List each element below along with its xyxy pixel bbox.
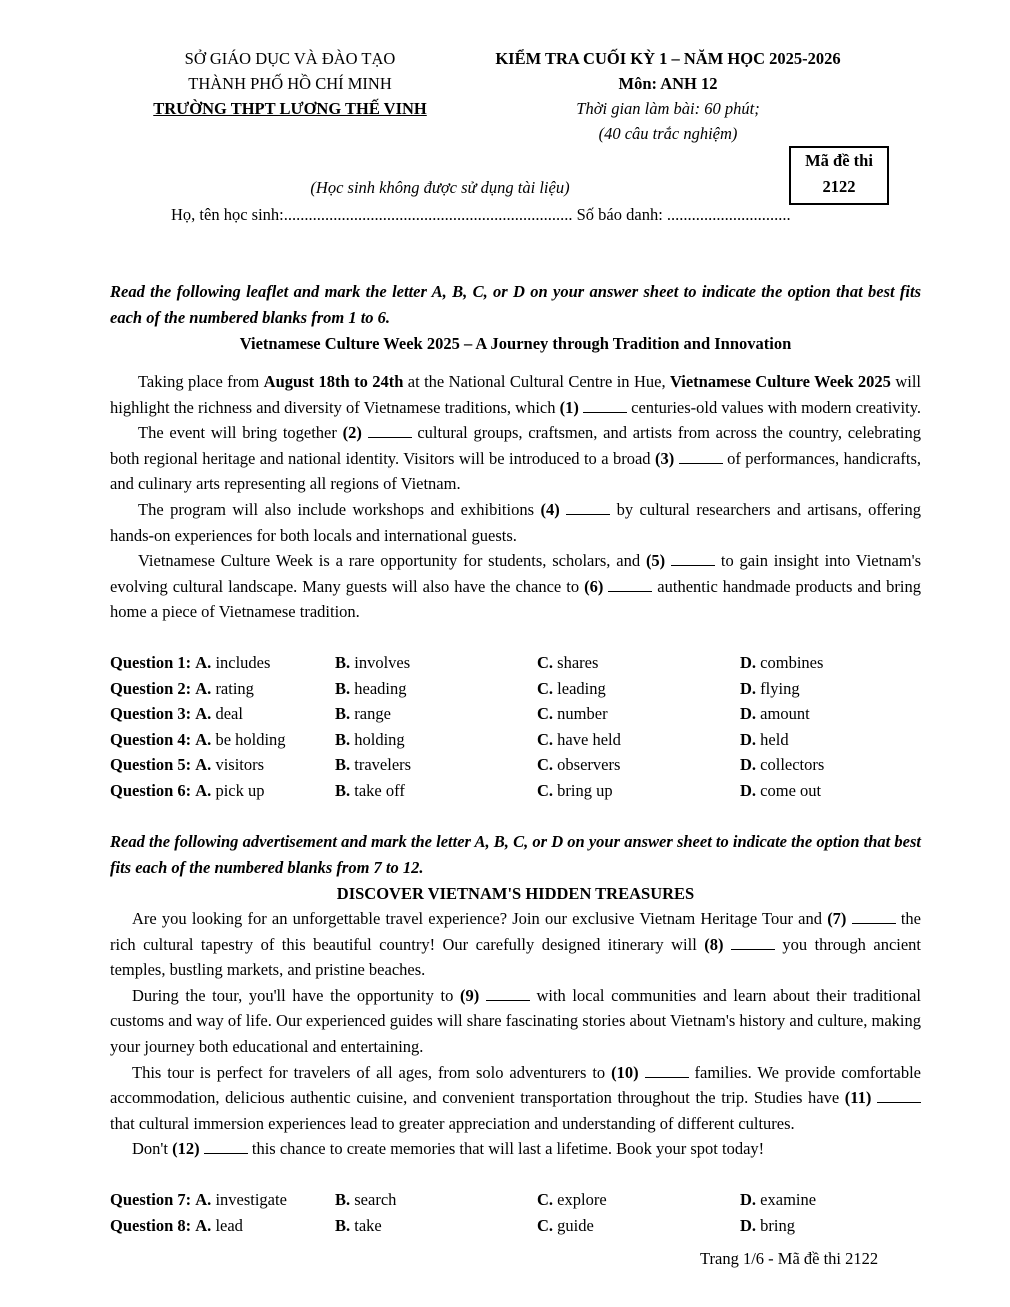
questions-count: (40 câu trắc nghiệm) (598, 124, 738, 143)
paragraph: Taking place from August 18th to 24th at the National Cultural Centre in Hue, Vietnamese Culture Week 2025 will highlight the richness and diversity of Vietnamese traditions, which (1) centuries-old values with modern creativity. (110, 372, 922, 417)
paragraph: The event will bring together (2) cultural groups, craftsmen, and artists from across the country, celebrating both regional heritage and national identity. Visitors will be introduced to a broad (3) of performances, handicrafts, and culinary arts representing all regions of Vietnam. (110, 423, 922, 494)
paragraph: During the tour, you'll have the opportunity to (9) with local communities and learn about their traditional customs and way of life. Our experienced guides will share fascinating stories about Vietnam's history and culture, making your journey both educational and entertaining. (110, 985, 921, 1056)
question-row: Question 5: A. visitors B. travelers C. observers D. collectors (110, 755, 825, 775)
blank-12 (204, 1139, 248, 1154)
page-footer: Trang 1/6 - Mã đề thi 2122 (700, 1249, 879, 1268)
question-row: Question 4: A. be holding B. holding C. have held D. held (110, 729, 789, 749)
section2-passage (110, 906, 921, 1162)
question-row: Question 6: A. pick up B. take off C. bring up D. come out (110, 780, 822, 800)
no-materials-note: (Học sinh không được sử dụng tài liệu) (310, 178, 570, 197)
question-row: Question 3: A. deal B. range C. number D. amount (110, 704, 810, 724)
blank-6 (608, 577, 652, 592)
section1-passage (110, 369, 921, 625)
paragraph: Are you looking for an unforgettable travel experience? Join our exclusive Vietnam Heritage Tour and (7) the rich cultural tapestry of this beautiful country! Our carefully designed itinerary will (8) you through ancient temples, bustling markets, and pristine beaches. (110, 909, 922, 980)
dept-line2: THÀNH PHỐ HỒ CHÍ MINH (188, 74, 392, 93)
section2-instruction: Read the following advertisement and mark the letter A, B, C, or D on your answer sheet to indicate the option that best fits each of the numbered blanks from 7 to 12. (110, 832, 921, 877)
blank-11 (877, 1088, 921, 1103)
section2-questions (110, 1187, 921, 1238)
exam-title: KIỂM TRA CUỐI KỲ 1 – NĂM HỌC 2025-2026 (495, 49, 841, 68)
paragraph: Vietnamese Culture Week is a rare opportunity for students, scholars, and (5) to gain insight into Vietnam's evolving cultural landscape. Many guests will also have the chance to (6) authentic handmade products and bring home a piece of Vietnamese tradition. (110, 551, 921, 622)
blank-1 (583, 398, 627, 413)
exam-header (468, 46, 868, 146)
question-row: Question 8: A. lead B. take C. guide D. bring (110, 1215, 796, 1235)
section1-questions (110, 650, 921, 804)
blank-9 (486, 986, 530, 1001)
dept-line1: SỞ GIÁO DỤC VÀ ĐÀO TẠO (184, 49, 396, 68)
question-row: Question 1: A. includes B. involves C. shares D. combines (110, 653, 824, 672)
paragraph: The program will also include workshops and exhibitions (4) by cultural researchers and artisans, offering hands-on experiences for both locals and international guests. (110, 499, 921, 545)
student-id-field: Số báo danh: .............................. (576, 205, 791, 224)
subject: Môn: ANH 12 (618, 74, 718, 93)
blank-3 (679, 449, 723, 464)
blank-4 (566, 500, 610, 515)
paragraph: This tour is perfect for travelers of all ages, from solo adventurers to (10) families. We provide comfortable accommodation, delicious authentic cuisine, and convenient transportation throughout the trip. Studies have (11) that cultural immersion experiences lead to greater appreciation and understanding of different cultures. (110, 1062, 922, 1133)
student-info (171, 203, 791, 227)
student-name-field: Họ, tên học sinh:...................................................................... (171, 205, 573, 224)
section1-instruction: Read the following leaflet and mark the letter A, B, C, or D on your answer sheet to indicate the option that best fits each of the numbered blanks from 1 to 6. (110, 282, 921, 327)
department-header (140, 46, 440, 121)
school-name: TRƯỜNG THPT LƯƠNG THẾ VINH (153, 99, 427, 118)
exam-time: Thời gian làm bài: 60 phút; (576, 99, 760, 118)
blank-5 (671, 551, 715, 566)
blank-2 (368, 423, 412, 438)
blank-10 (645, 1063, 689, 1078)
question-row: Question 7: A. investigate B. search C. explore D. examine (110, 1190, 817, 1209)
question-row: Question 2: A. rating B. heading C. leading D. flying (110, 678, 800, 698)
exam-code-box (789, 146, 889, 205)
section2-title: DISCOVER VIETNAM'S HIDDEN TREASURES (336, 884, 695, 903)
section1-title: Vietnamese Culture Week 2025 – A Journey through Tradition and Innovation (239, 334, 792, 353)
blank-8 (731, 935, 775, 950)
exam-code-label: Mã đề thi (805, 151, 873, 170)
exam-code-value: 2122 (822, 177, 856, 196)
blank-7 (852, 909, 896, 924)
paragraph: Don't (12) this chance to create memories that will last a lifetime. Book your spot today! (132, 1139, 765, 1159)
